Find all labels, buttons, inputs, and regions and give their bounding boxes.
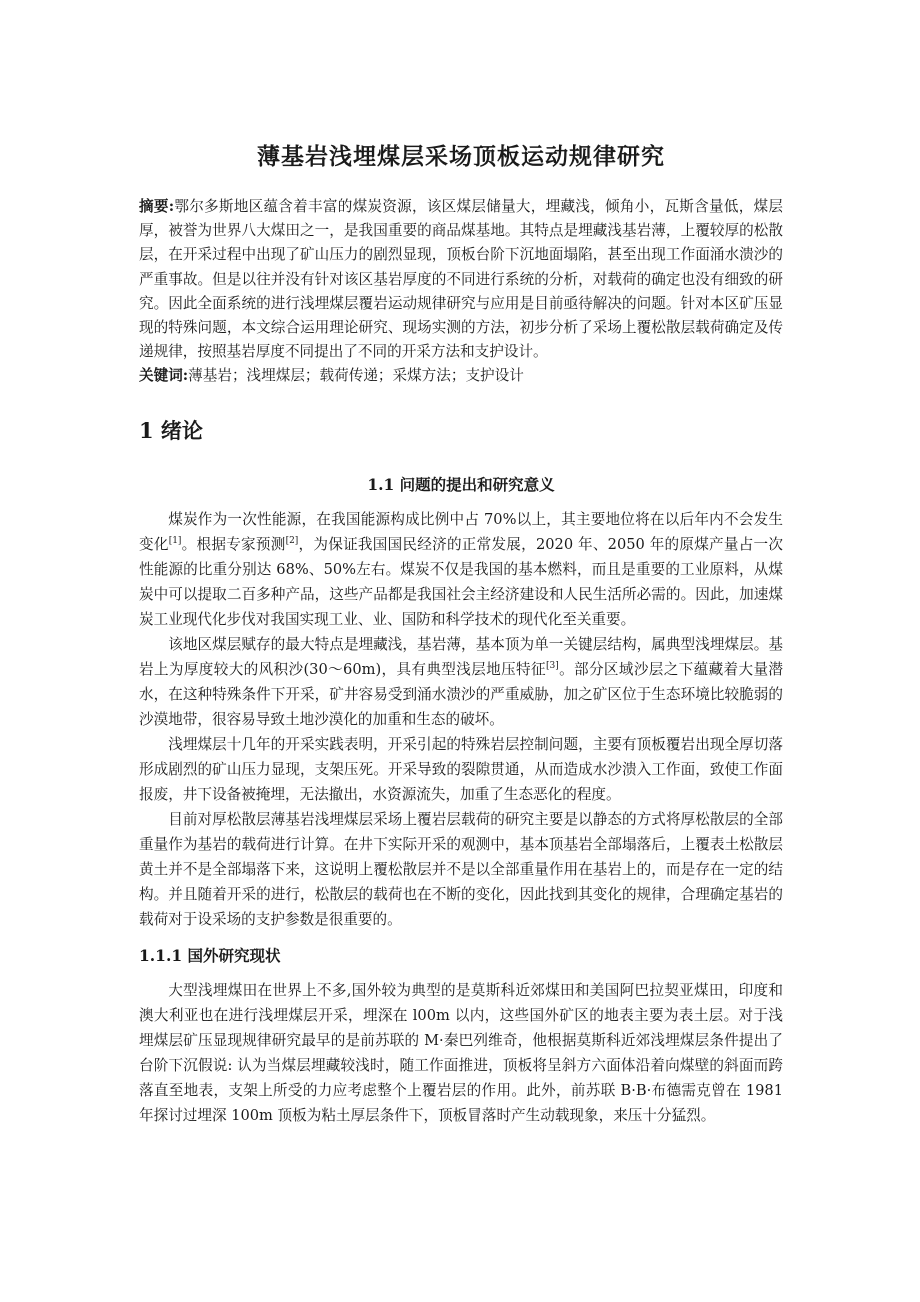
- paragraph-4: 目前对厚松散层薄基岩浅埋煤层采场上覆岩层载荷的研究主要是以静态的方式将厚松散层的全部重量作为基岩的载荷进行计算。在井下实际开采的观测中，基本顶基岩全部塌落后，上覆表土松散层黄土并不是全部塌落下来，这说明上覆松散层并不是以全部重量作用在基岩上的，而是存在一定的结构。并且随着开采的进行，松散层的载荷也在不断的变化，因此找到其变化的规律，合理确定基岩的载荷对于设采场的支护参数是很重要的。: [139, 810, 783, 928]
- paper-title: 薄基岩浅埋煤层采场顶板运动规律研究: [257, 143, 665, 170]
- paragraph-text: 。根据专家预测: [181, 535, 286, 553]
- paragraph-2: [139, 632, 783, 732]
- paragraph-3: 浅埋煤层十几年的开采实践表明，开采引起的特殊岩层控制问题，主要有顶板覆岩出现全厚切落形成剧烈的矿山压力显现，支架压死。开采导致的裂隙贯通，从而造成水沙溃入工作面，致使工作面报废，井下设备被掩埋，无法撤出，水资源流失，加重了生态恶化的程度。: [139, 735, 783, 803]
- citation-ref-3: [3]: [545, 660, 559, 671]
- paragraph-text: 该地区煤层赋存的最大特点是埋藏浅，基岩薄，基本顶为单一关键层结构，属典型浅埋煤层。基岩上为厚度较大的风积沙(30～60m)，具有典型浅层地压特征: [139, 635, 783, 678]
- section-heading-1-1-1: 1.1.1 国外研究现状: [139, 945, 281, 965]
- keywords: [139, 364, 783, 388]
- section-heading-1-1: 1.1 问题的提出和研究意义: [367, 474, 555, 494]
- section-heading-1: 1 绪论: [139, 417, 203, 443]
- paragraph-5: 大型浅埋煤田在世界上不多,国外较为典型的是莫斯科近郊煤田和美国阿巴拉契亚煤田，印度和澳大利亚也在进行浅埋煤层开采，埋深在 l00m 以内，这些国外矿区的地表主要为表土层。对于浅埋煤层矿压显现规律研究最早的是前苏联的 M·秦巴列维奇，他根据莫斯科近郊浅埋煤层条件提出了台阶下沉假说: 认为当煤层埋藏较浅时，随工作面推进，顶板将呈斜方六面体沿着向煤壁的斜面而跨落直至地表，支架上所受的力应考虑整个上覆岩层的作用。此外，前苏联 B·B·布德需克曾在 1981 年探讨过埋深 100m 顶板为粘土厚层条件下，顶板冒落时产生动载现象，来压十分猛烈。: [139, 981, 783, 1124]
- keywords-text: 薄基岩；浅埋煤层；载荷传递；采煤方法；支护设计: [188, 367, 524, 385]
- citation-ref-1: [1]: [168, 535, 182, 546]
- paragraph-text: 。部分区域沙层之下蕴藏着大量潜水，在这种特殊条件下开采，矿井容易受到涌水溃沙的严重威胁，加之矿区位于生态环境比较脆弱的沙漠地带，很容易导致土地沙漠化的加重和生态的破坏。: [139, 660, 783, 728]
- citation-ref-2: [2]: [285, 535, 299, 546]
- paragraph-1: [139, 507, 783, 632]
- paragraph-text: 煤炭作为一次性能源，在我国能源构成比例中占 70%以上，其主要地位将在以后年内不会发生变化: [139, 510, 783, 553]
- paragraph-text: ，为保证我国国民经济的正常发展，2020 年、2050 年的原煤产量占一次性能源的比重分别达 68%、50%左右。煤炭不仅是我国的基本燃料，而且是重要的工业原料，从煤炭中可以提取二百多种产品，这些产品都是我国社会主经济建设和人民生活所必需的。因此，加速煤炭工业现代化步伐对我国实现工业、业、国防和科学技术的现代化至关重要。: [139, 535, 783, 628]
- abstract-label: 摘要:: [139, 198, 175, 215]
- abstract: [139, 195, 783, 364]
- abstract-text: 鄂尔多斯地区蕴含着丰富的煤炭资源，该区煤层储量大，埋藏浅，倾角小，瓦斯含量低，煤层厚，被誉为世界八大煤田之一，是我国重要的商品煤基地。其特点是埋藏浅基岩薄，上覆较厚的松散层，在开采过程中出现了矿山压力的剧烈显现，顶板台阶下沉地面塌陷，甚至出现工作面涌水溃沙的严重事故。但是以往并没有针对该区基岩厚度的不同进行系统的分析，对载荷的确定也没有细致的研究。因此全面系统的进行浅埋煤层覆岩运动规律研究与应用是目前亟待解决的问题。针对本区矿压显现的特殊问题，本文综合运用理论研究、现场实测的方法，初步分析了采场上覆松散层载荷确定及传递规律，按照基岩厚度不同提出了不同的开采方法和支护设计。: [139, 198, 783, 361]
- keywords-label: 关键词:: [139, 367, 189, 385]
- document-page: [139, 120, 783, 1128]
